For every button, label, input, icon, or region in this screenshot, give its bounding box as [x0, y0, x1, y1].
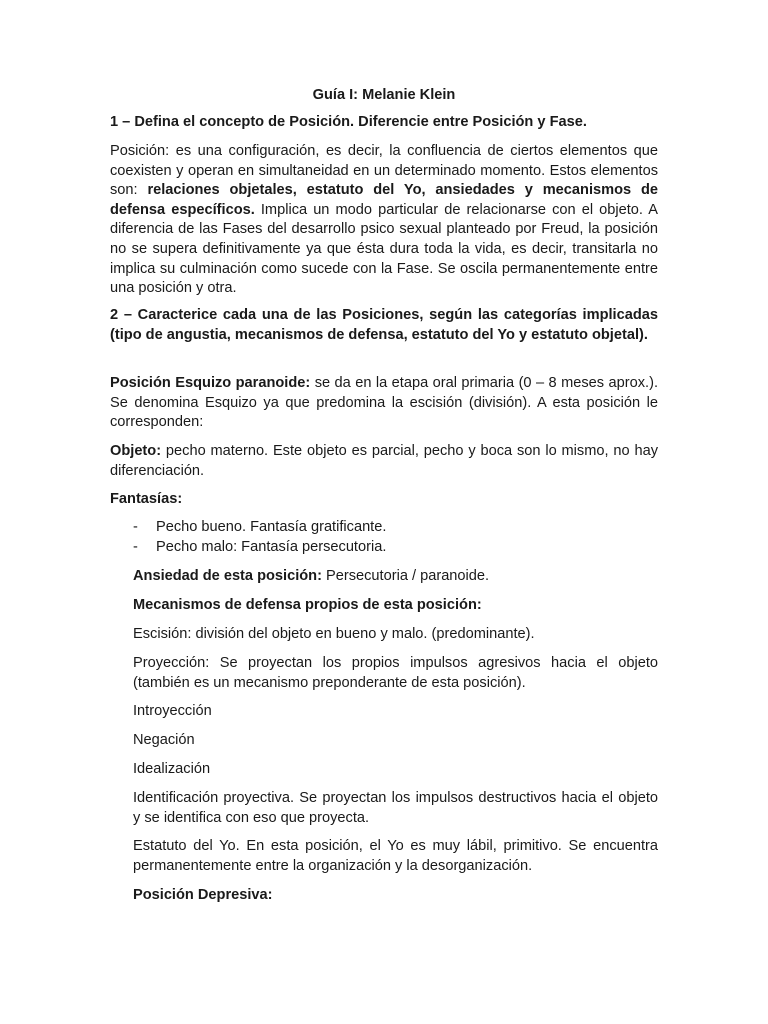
answer-text-end: Implica un modo particular de relacionarse con el objeto. A diferencia de las Fases del desarrollo psico sexual planteado por Freud, la posición no se supera definitivamente ya que ésta dura toda la vida, es decir, transitarla no implica su culminación como sucede con la Fase. Se oscila permanentemente entre una posición y otra.	[110, 201, 658, 297]
answer-text-start: Posición: es una configuración, es decir, la confluencia de ciertos elementos que coexisten y operan en simultaneidad en un determinado momento. Estos elementos son:	[110, 143, 658, 199]
identificacion-paragraph: Identificación proyectiva. Se proyectan los impulsos destructivos hacia el objeto y se identifica con eso que proyecta.	[133, 790, 658, 826]
depresiva-heading: Posición Depresiva:	[133, 887, 273, 903]
objeto-text: pecho materno. Este objeto es parcial, pecho y boca son lo mismo, no hay diferenciación.	[110, 443, 658, 479]
ansiedad-text: Persecutoria / paranoide.	[321, 568, 490, 584]
mecanismos-heading: Mecanismos de defensa propios de esta posición:	[133, 597, 482, 613]
list-item-text: Pecho bueno. Fantasía gratificante.	[156, 519, 387, 535]
list-dash: -	[133, 519, 138, 535]
idealizacion-item: Idealización	[133, 761, 211, 777]
esquizo-label: Posición Esquizo paranoide:	[110, 375, 311, 391]
ansiedad-label: Ansiedad de esta posición:	[133, 568, 322, 584]
question-2-heading: 2 – Caracterice cada una de las Posiciones, según las categorías implicadas (tipo de angustia, mecanismos de defensa, estatuto del Yo y estatuto objetal).	[110, 307, 658, 343]
list-item	[133, 518, 653, 538]
objeto-paragraph	[110, 442, 658, 481]
document-title: Guía I: Melanie Klein	[312, 87, 456, 103]
question-1-answer	[110, 142, 658, 299]
escision-paragraph: Escisión: división del objeto en bueno y malo. (predominante).	[133, 626, 535, 642]
negacion-item: Negación	[133, 732, 195, 748]
esquizo-text: se da en la etapa oral primaria (0 – 8 meses aprox.). Se denomina Esquizo ya que predomina la escisión (división). A esta posición le corresponden:	[110, 375, 658, 431]
list-item	[133, 538, 653, 558]
estatuto-paragraph: Estatuto del Yo. En esta posición, el Yo es muy lábil, primitivo. Se encuentra permanentemente entre la organización y la desorganización.	[133, 838, 658, 874]
answer-elements-bold: relaciones objetales, estatuto del Yo, ansiedades y mecanismos de defensa específicos.	[110, 182, 658, 218]
question-1-heading: 1 – Defina el concepto de Posición. Diferencie entre Posición y Fase.	[110, 114, 587, 130]
introyeccion-item: Introyección	[133, 703, 212, 719]
esquizo-paragraph	[110, 374, 658, 433]
fantasias-list	[133, 518, 653, 557]
objeto-label: Objeto:	[110, 443, 162, 459]
proyeccion-paragraph: Proyección: Se proyectan los propios impulsos agresivos hacia el objeto (también es un mecanismo preponderante de esta posición).	[133, 655, 658, 691]
fantasias-label: Fantasías:	[110, 491, 183, 507]
ansiedad-paragraph	[133, 567, 658, 587]
list-dash: -	[133, 538, 138, 555]
list-item-text: Pecho malo: Fantasía persecutoria.	[156, 538, 387, 555]
